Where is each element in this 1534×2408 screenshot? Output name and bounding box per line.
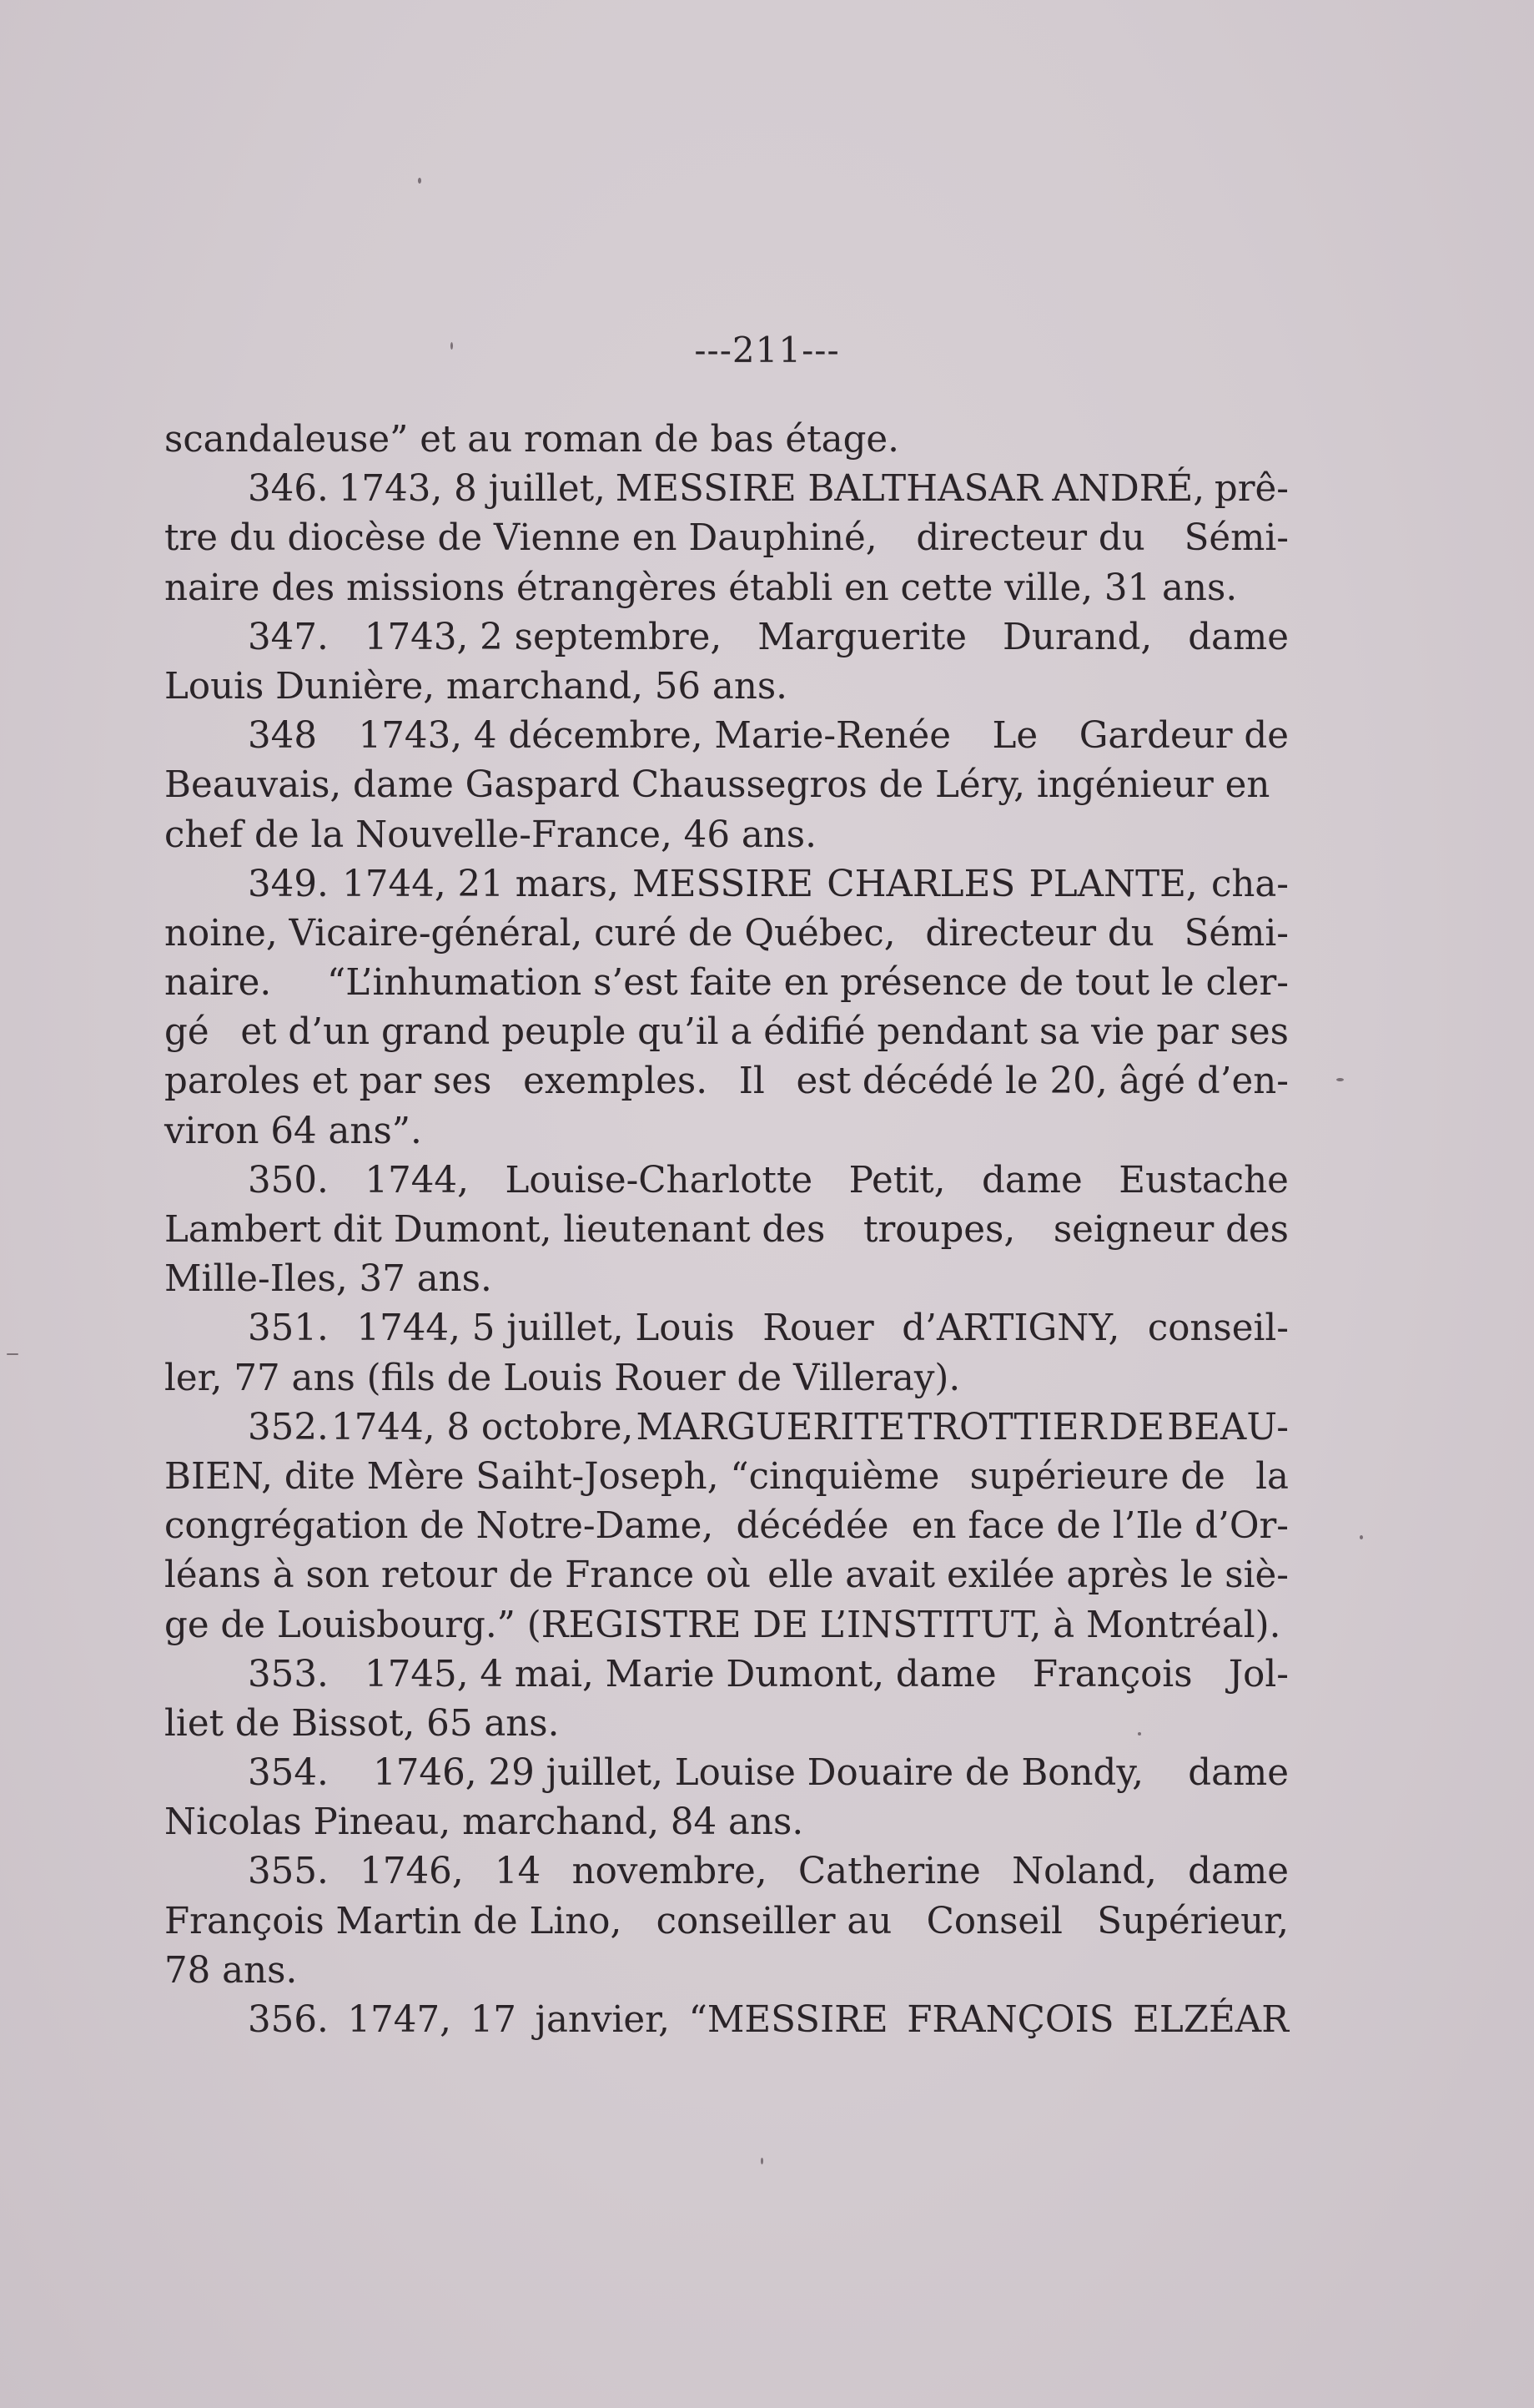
text-segment: 352. <box>248 1406 329 1448</box>
text-segment: dame <box>981 1159 1083 1201</box>
text-segment: 1746, <box>360 1851 464 1893</box>
paper-speck <box>1360 1535 1363 1539</box>
text-segment: viron 64 ans”. <box>164 1110 422 1152</box>
text-segment: 355. <box>248 1851 329 1893</box>
text-line <box>164 1996 1289 2045</box>
text-segment: Supérieur, <box>1097 1900 1289 1942</box>
text-segment: directeur du <box>925 912 1154 955</box>
text-segment: elle avait exilée après le siè- <box>767 1554 1289 1597</box>
text-segment: ler, 77 ans (fils de Louis Rouer de Villeray). <box>164 1357 961 1399</box>
paper-speck <box>7 1353 18 1355</box>
text-segment: CHARLES <box>827 863 1016 905</box>
text-segment: 1744, <box>365 1159 469 1201</box>
text-segment: décédée <box>736 1505 889 1548</box>
text-segment: novembre, <box>571 1851 767 1893</box>
text-segment: 351. <box>248 1307 329 1350</box>
text-segment: Conseil <box>926 1900 1063 1942</box>
paper-speck <box>450 342 453 350</box>
text-line <box>164 1601 1289 1650</box>
text-segment: janvier, <box>535 1999 671 2041</box>
text-segment: léans à son retour de France où <box>164 1554 752 1597</box>
text-line <box>164 662 1289 712</box>
text-segment: 1744, 5 juillet, Louis <box>356 1307 735 1350</box>
text-segment: TROTTIER <box>908 1406 1107 1448</box>
text-segment: 356. <box>248 1999 329 2041</box>
text-line <box>164 1798 1289 1847</box>
text-segment: Catherine <box>797 1851 981 1893</box>
text-segment: 348 <box>248 715 318 758</box>
text-line <box>164 1354 1289 1403</box>
text-segment: Gardeur de <box>1079 715 1289 758</box>
text-segment: Sémi- <box>1184 912 1289 955</box>
text-segment: est décédé le 20, âgé d’en- <box>796 1060 1289 1103</box>
paper-speck <box>761 2158 763 2164</box>
text-segment: 349. <box>248 863 329 905</box>
text-line <box>164 1255 1289 1304</box>
text-line <box>164 1947 1289 1996</box>
text-line <box>164 1453 1289 1502</box>
text-segment: MESSIRE <box>632 863 813 905</box>
text-segment: DE <box>1109 1406 1165 1448</box>
text-segment: Lambert dit Dumont, lieutenant des <box>164 1209 826 1251</box>
text-segment: gé <box>164 1011 209 1054</box>
text-segment: d’ARTIGNY, <box>902 1307 1120 1350</box>
text-segment: 1743, 8 juillet, <box>338 468 606 511</box>
text-segment: naire. <box>164 962 272 1005</box>
text-line <box>164 811 1289 860</box>
text-segment: prê- <box>1214 468 1289 511</box>
text-segment: conseil- <box>1147 1307 1289 1350</box>
body-text <box>164 416 1289 2045</box>
text-line <box>164 1700 1289 1749</box>
text-segment: Mille-Iles, 37 ans. <box>164 1258 492 1301</box>
text-line <box>164 1897 1289 1947</box>
text-line <box>164 1650 1289 1700</box>
text-segment: Louis Dunière, marchand, 56 ans. <box>164 665 787 708</box>
text-segment: BIEN, dite Mère Saiht-Joseph, “cinquième <box>164 1455 940 1498</box>
text-segment: la <box>1255 1455 1289 1498</box>
text-line <box>164 761 1289 810</box>
text-line <box>164 465 1289 514</box>
text-line <box>164 1057 1289 1106</box>
text-segment: Durand, <box>1002 616 1153 658</box>
text-segment: 350. <box>248 1159 329 1201</box>
text-line <box>164 1749 1289 1798</box>
text-segment: 78 ans. <box>164 1949 298 1992</box>
text-segment: “L’inhumation s’est faite en présence de tout le cler- <box>326 962 1289 1005</box>
text-segment: dame <box>1188 616 1289 658</box>
text-line <box>164 1008 1289 1057</box>
text-segment: Nicolas Pineau, marchand, 84 ans. <box>164 1801 804 1844</box>
text-segment: 1743, 2 septembre, <box>364 616 722 658</box>
paper-speck <box>1138 1732 1141 1735</box>
text-segment: François <box>1032 1653 1193 1695</box>
text-segment: 1746, 29 juillet, Louise Douaire de Bondy, <box>373 1752 1144 1795</box>
text-segment: François Martin de Lino, <box>164 1900 622 1942</box>
text-segment: 353. <box>248 1653 329 1695</box>
text-segment: 354. <box>248 1752 329 1795</box>
text-segment: congrégation de Notre-Dame, <box>164 1505 714 1548</box>
text-line <box>164 1206 1289 1255</box>
text-segment: directeur du <box>916 517 1145 560</box>
text-line <box>164 860 1289 909</box>
text-segment: supérieure de <box>969 1455 1225 1498</box>
text-segment: en face de l’Ile d’Or- <box>911 1505 1289 1548</box>
text-segment: 347. <box>248 616 329 658</box>
text-segment: Petit, <box>848 1159 946 1201</box>
text-line <box>164 613 1289 662</box>
text-segment: 1744, 8 octobre, <box>331 1406 634 1448</box>
text-line <box>164 712 1289 761</box>
text-segment: 346. <box>248 468 329 511</box>
text-line <box>164 1502 1289 1551</box>
text-segment: ge de Louisbourg.” (REGISTRE DE L’INSTITUT, à Montréal). <box>164 1604 1281 1646</box>
text-segment: Le <box>992 715 1039 758</box>
page-number: ---211--- <box>694 330 840 370</box>
text-segment: 14 <box>494 1851 541 1893</box>
text-segment: tre du diocèse de Vienne en Dauphiné, <box>164 517 878 560</box>
text-segment: MARGUERITE <box>636 1406 906 1448</box>
paper-speck <box>1336 1078 1344 1081</box>
text-segment: MESSIRE BALTHASAR <box>615 468 1043 511</box>
text-line <box>164 1156 1289 1206</box>
text-segment: Il <box>738 1060 765 1103</box>
text-segment: Marguerite <box>757 616 968 658</box>
text-segment: chef de la Nouvelle-France, 46 ans. <box>164 814 817 856</box>
text-segment: PLANTE, <box>1029 863 1198 905</box>
text-segment: “MESSIRE <box>688 1999 888 2041</box>
text-line <box>164 1107 1289 1156</box>
text-segment: conseiller au <box>656 1900 893 1942</box>
text-segment: ELZÉAR <box>1133 1999 1289 2041</box>
text-segment: BEAU- <box>1167 1406 1289 1448</box>
text-line <box>164 564 1289 613</box>
text-segment: seigneur des <box>1053 1209 1289 1251</box>
text-segment: dame <box>1188 1752 1289 1795</box>
text-line <box>164 514 1289 563</box>
text-segment: Rouer <box>762 1307 874 1350</box>
text-line <box>164 1403 1289 1453</box>
text-segment: paroles et par ses <box>164 1060 492 1103</box>
text-line <box>164 909 1289 959</box>
text-segment: FRANÇOIS <box>907 1999 1114 2041</box>
text-segment: Louise-Charlotte <box>505 1159 813 1201</box>
text-segment: troupes, <box>863 1209 1016 1251</box>
text-segment: 1744, 21 mars, <box>342 863 619 905</box>
text-segment: Noland, <box>1012 1851 1157 1893</box>
text-line <box>164 1304 1289 1353</box>
text-segment: scandaleuse” et au roman de bas étage. <box>164 419 899 461</box>
text-segment: ANDRÉ, <box>1052 468 1205 511</box>
text-line <box>164 1551 1289 1600</box>
text-segment: 17 <box>470 1999 516 2041</box>
text-segment: dame <box>1188 1851 1289 1893</box>
text-segment: noine, Vicaire-général, curé de Québec, <box>164 912 896 955</box>
text-segment: Sémi- <box>1184 517 1289 560</box>
text-line <box>164 959 1289 1008</box>
text-segment: cha- <box>1210 863 1289 905</box>
text-segment: et d’un grand peuple qu’il a édifié pendant sa vie par ses <box>240 1011 1289 1054</box>
text-line <box>164 416 1289 465</box>
text-segment: Eustache <box>1119 1159 1289 1201</box>
text-segment: naire des missions étrangères établi en cette ville, 31 ans. <box>164 567 1238 609</box>
text-segment: Beauvais, dame Gaspard Chaussegros de Léry, ingénieur en <box>164 764 1270 807</box>
text-segment: 1745, 4 mai, Marie Dumont, dame <box>365 1653 997 1695</box>
text-segment: 1743, 4 décembre, Marie-Renée <box>358 715 952 758</box>
text-line <box>164 1847 1289 1897</box>
text-segment: 1747, <box>347 1999 451 2041</box>
text-segment: exemples. <box>523 1060 708 1103</box>
text-segment: Jol- <box>1228 1653 1289 1695</box>
text-segment: liet de Bissot, 65 ans. <box>164 1702 560 1745</box>
paper-speck <box>418 178 421 184</box>
